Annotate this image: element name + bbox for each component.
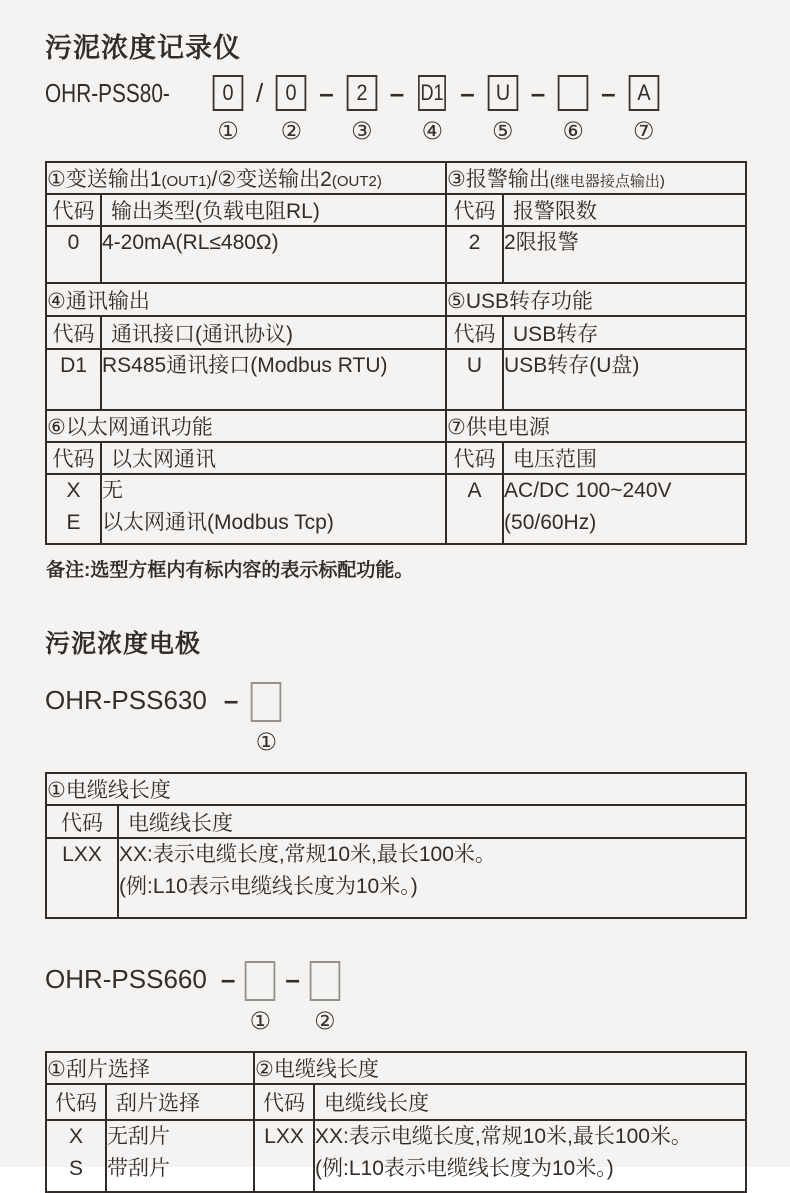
separator-dash: – (319, 78, 334, 108)
ethernet-header: 以太网通讯 (101, 442, 446, 474)
code-column-header: 代码 (254, 1084, 314, 1120)
model-code-pss80 (45, 75, 745, 145)
circle-index-2: ② (314, 1008, 336, 1035)
code-segment-cable (249, 682, 283, 756)
voltage-header: 电压范围 (503, 442, 746, 474)
model-prefix-pss630: OHR-PSS630 (45, 685, 207, 715)
recorder-title: 污泥浓度记录仪 (45, 33, 241, 63)
circle-index-1: ① (255, 729, 278, 756)
usb-header: USB转存 (503, 316, 746, 349)
code-column-header: 代码 (446, 316, 503, 349)
section3-right-header: ⑦供电电源 (446, 410, 746, 442)
code-segment-4 (415, 75, 449, 145)
alarm-limit-header: 报警限数 (503, 194, 746, 226)
section3-left-header: ⑥以太网通讯功能 (46, 410, 446, 442)
code-segment-1 (211, 75, 245, 145)
circle-index-6: ⑥ (562, 118, 584, 145)
circle-index-1: ① (217, 118, 239, 145)
code-segment-6 (556, 75, 590, 145)
code-segment-7 (627, 75, 661, 145)
cable-length-description: XX:表示电缆长度,常规10米,最长100米。 (例:L10表示电缆线长度为10米。) (314, 1120, 746, 1192)
model-code-pss630 (45, 682, 745, 756)
scraper-section-header: ①刮片选择 (46, 1052, 254, 1084)
output-type-header: 输出类型(负载电阻RL) (101, 194, 446, 226)
code-value: LXX (46, 838, 118, 918)
code-column-header: 代码 (446, 442, 503, 474)
usb-value: USB转存(U盘) (503, 349, 746, 410)
code-segment-5 (486, 75, 520, 145)
code-value: A (446, 474, 503, 544)
code-value: U (446, 349, 503, 410)
separator-dash: – (460, 78, 475, 108)
code-value: 2 (446, 226, 503, 283)
spec-table-pss630 (45, 772, 747, 919)
footnote: 备注:选型方框内有标内容的表示标配功能。 (46, 560, 414, 581)
code-segment-scraper (243, 961, 277, 1035)
code-column-header: 代码 (46, 1084, 106, 1120)
alarm-limit-value: 2限报警 (503, 226, 746, 283)
cable-length-section-header: ①电缆线长度 (46, 773, 746, 805)
code-box-empty (245, 961, 276, 1001)
separator-dash: – (285, 964, 300, 994)
code-value: 0 (46, 226, 101, 283)
scraper-value-list: 无刮片 带刮片 (106, 1120, 254, 1192)
code-column-header: 代码 (46, 805, 118, 838)
code-value: LXX (254, 1120, 314, 1192)
comm-interface-value: RS485通讯接口(Modbus RTU) (101, 349, 446, 410)
separator-dash: – (220, 964, 236, 994)
voltage-value: AC/DC 100~240V (50/60Hz) (503, 474, 746, 544)
circle-index-5: ⑤ (491, 118, 514, 145)
comm-interface-header: 通讯接口(通讯协议) (101, 316, 446, 349)
cable-length-header: 电缆线长度 (314, 1084, 746, 1120)
circle-index-7: ⑦ (632, 118, 655, 145)
model-prefix-pss660: OHR-PSS660 (45, 964, 207, 994)
section1-left-header: ①变送输出1(OUT1)/②变送输出2(OUT2) (46, 162, 446, 194)
scraper-header: 刮片选择 (106, 1084, 254, 1120)
circle-index-4: ④ (421, 118, 443, 145)
code-column-header: 代码 (46, 194, 101, 226)
cable-length-description: XX:表示电缆长度,常规10米,最长100米。 (例:L10表示电缆线长度为10米。) (118, 838, 746, 918)
code-value-list: X E (46, 474, 101, 544)
section1-right-header: ③报警输出(继电器接点输出) (446, 162, 746, 194)
code-box-2: 0 (276, 75, 307, 111)
output-type-value: 4-20mA(RL≤480Ω) (101, 226, 446, 283)
code-box-5: U (487, 75, 518, 111)
code-box-1: 0 (213, 75, 244, 111)
code-box-3: 2 (346, 75, 377, 111)
code-column-header: 代码 (446, 194, 503, 226)
code-value-list: X S (46, 1120, 106, 1192)
code-column-header: 代码 (46, 316, 101, 349)
model-code-pss660 (45, 961, 745, 1035)
code-box-empty (251, 682, 282, 722)
spec-table-pss80 (45, 161, 747, 545)
model-prefix-pss80: OHR-PSS80- (45, 78, 170, 108)
code-box-4: D1 (418, 75, 446, 111)
cable-section-header: ②电缆线长度 (254, 1052, 746, 1084)
cable-length-header: 电缆线长度 (118, 805, 746, 838)
code-value: D1 (46, 349, 101, 410)
code-segment-3 (345, 75, 379, 145)
spec-table-pss660 (45, 1051, 747, 1193)
ethernet-value-list: 无 以太网通讯(Modbus Tcp) (101, 474, 446, 544)
circle-index-2: ② (280, 118, 303, 145)
code-column-header: 代码 (46, 442, 101, 474)
code-segment-cable (308, 961, 342, 1035)
separator-slash: / (256, 78, 264, 108)
code-box-7: A (628, 75, 659, 111)
section2-right-header: ⑤USB转存功能 (446, 283, 746, 316)
electrode-title: 污泥浓度电极 (45, 630, 202, 658)
separator-dash: – (601, 78, 616, 108)
separator-dash: – (389, 78, 405, 108)
section2-left-header: ④通讯输出 (46, 283, 446, 316)
circle-index-1: ① (249, 1008, 272, 1035)
code-box-empty (309, 961, 340, 1001)
separator-dash: – (530, 78, 546, 108)
circle-index-3: ③ (350, 118, 373, 145)
separator-dash: – (223, 685, 239, 715)
code-box-6 (558, 75, 589, 111)
code-segment-2 (274, 75, 308, 145)
